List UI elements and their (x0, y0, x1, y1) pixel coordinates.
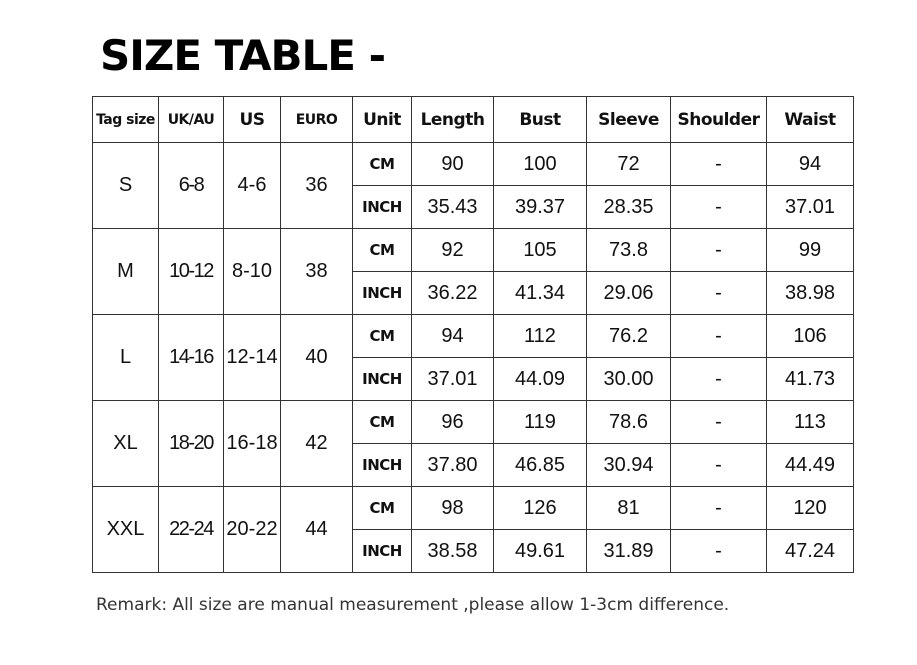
us-cell: 4-6 (224, 143, 281, 229)
sleeve-cell: 78.6 (587, 401, 671, 444)
waist-cell: 94 (767, 143, 854, 186)
waist-cell: 41.73 (767, 358, 854, 401)
header-tag-size: Tag size (93, 97, 159, 143)
unit-cell: INCH (353, 272, 412, 315)
header-row (93, 97, 854, 143)
length-cell: 37.80 (412, 444, 494, 487)
unit-cell: INCH (353, 444, 412, 487)
unit-cell: INCH (353, 186, 412, 229)
table-row-s-cm (93, 143, 854, 186)
header-waist: Waist (767, 97, 854, 143)
bust-cell: 105 (494, 229, 587, 272)
header-sleeve: Sleeve (587, 97, 671, 143)
bust-cell: 44.09 (494, 358, 587, 401)
unit-cell: CM (353, 487, 412, 530)
tag-size-cell: S (93, 143, 159, 229)
table-row-l-cm (93, 315, 854, 358)
sleeve-cell: 81 (587, 487, 671, 530)
euro-cell: 40 (281, 315, 353, 401)
waist-cell: 38.98 (767, 272, 854, 315)
us-cell: 16-18 (224, 401, 281, 487)
sleeve-cell: 30.94 (587, 444, 671, 487)
uk-au-cell: 14-16 (159, 315, 224, 401)
shoulder-cell: - (671, 530, 767, 573)
unit-cell: CM (353, 315, 412, 358)
uk-au-cell: 22-24 (159, 487, 224, 573)
bust-cell: 41.34 (494, 272, 587, 315)
table-row-xxl-cm (93, 487, 854, 530)
bust-cell: 119 (494, 401, 587, 444)
length-cell: 94 (412, 315, 494, 358)
tag-size-cell: L (93, 315, 159, 401)
us-cell: 8-10 (224, 229, 281, 315)
table-row-m-cm (93, 229, 854, 272)
remark-note: Remark: All size are manual measurement ,please allow 1-3cm difference. (96, 595, 730, 615)
length-cell: 38.58 (412, 530, 494, 573)
bust-cell: 49.61 (494, 530, 587, 573)
sleeve-cell: 76.2 (587, 315, 671, 358)
header-unit: Unit (353, 97, 412, 143)
unit-cell: CM (353, 229, 412, 272)
length-cell: 37.01 (412, 358, 494, 401)
waist-cell: 106 (767, 315, 854, 358)
length-cell: 96 (412, 401, 494, 444)
waist-cell: 99 (767, 229, 854, 272)
shoulder-cell: - (671, 186, 767, 229)
table-row-xl-cm (93, 401, 854, 444)
shoulder-cell: - (671, 444, 767, 487)
tag-size-cell: XL (93, 401, 159, 487)
shoulder-cell: - (671, 358, 767, 401)
bust-cell: 39.37 (494, 186, 587, 229)
euro-cell: 44 (281, 487, 353, 573)
sleeve-cell: 73.8 (587, 229, 671, 272)
waist-cell: 113 (767, 401, 854, 444)
header-us: US (224, 97, 281, 143)
length-cell: 35.43 (412, 186, 494, 229)
uk-au-cell: 18-20 (159, 401, 224, 487)
sleeve-cell: 72 (587, 143, 671, 186)
shoulder-cell: - (671, 401, 767, 444)
uk-au-cell: 10-12 (159, 229, 224, 315)
euro-cell: 42 (281, 401, 353, 487)
length-cell: 36.22 (412, 272, 494, 315)
shoulder-cell: - (671, 315, 767, 358)
unit-cell: INCH (353, 530, 412, 573)
bust-cell: 100 (494, 143, 587, 186)
euro-cell: 38 (281, 229, 353, 315)
sleeve-cell: 31.89 (587, 530, 671, 573)
waist-cell: 47.24 (767, 530, 854, 573)
header-length: Length (412, 97, 494, 143)
sleeve-cell: 28.35 (587, 186, 671, 229)
tag-size-cell: M (93, 229, 159, 315)
us-cell: 20-22 (224, 487, 281, 573)
bust-cell: 112 (494, 315, 587, 358)
shoulder-cell: - (671, 272, 767, 315)
length-cell: 90 (412, 143, 494, 186)
shoulder-cell: - (671, 143, 767, 186)
size-table (92, 96, 854, 573)
euro-cell: 36 (281, 143, 353, 229)
length-cell: 92 (412, 229, 494, 272)
waist-cell: 120 (767, 487, 854, 530)
unit-cell: INCH (353, 358, 412, 401)
shoulder-cell: - (671, 229, 767, 272)
waist-cell: 44.49 (767, 444, 854, 487)
uk-au-cell: 6-8 (159, 143, 224, 229)
bust-cell: 46.85 (494, 444, 587, 487)
unit-cell: CM (353, 401, 412, 444)
shoulder-cell: - (671, 487, 767, 530)
us-cell: 12-14 (224, 315, 281, 401)
header-uk-au: UK/AU (159, 97, 224, 143)
bust-cell: 126 (494, 487, 587, 530)
waist-cell: 37.01 (767, 186, 854, 229)
header-shoulder: Shoulder (671, 97, 767, 143)
header-bust: Bust (494, 97, 587, 143)
tag-size-cell: XXL (93, 487, 159, 573)
page-title: SIZE TABLE - (100, 31, 386, 80)
unit-cell: CM (353, 143, 412, 186)
length-cell: 98 (412, 487, 494, 530)
sleeve-cell: 30.00 (587, 358, 671, 401)
sleeve-cell: 29.06 (587, 272, 671, 315)
header-euro: EURO (281, 97, 353, 143)
